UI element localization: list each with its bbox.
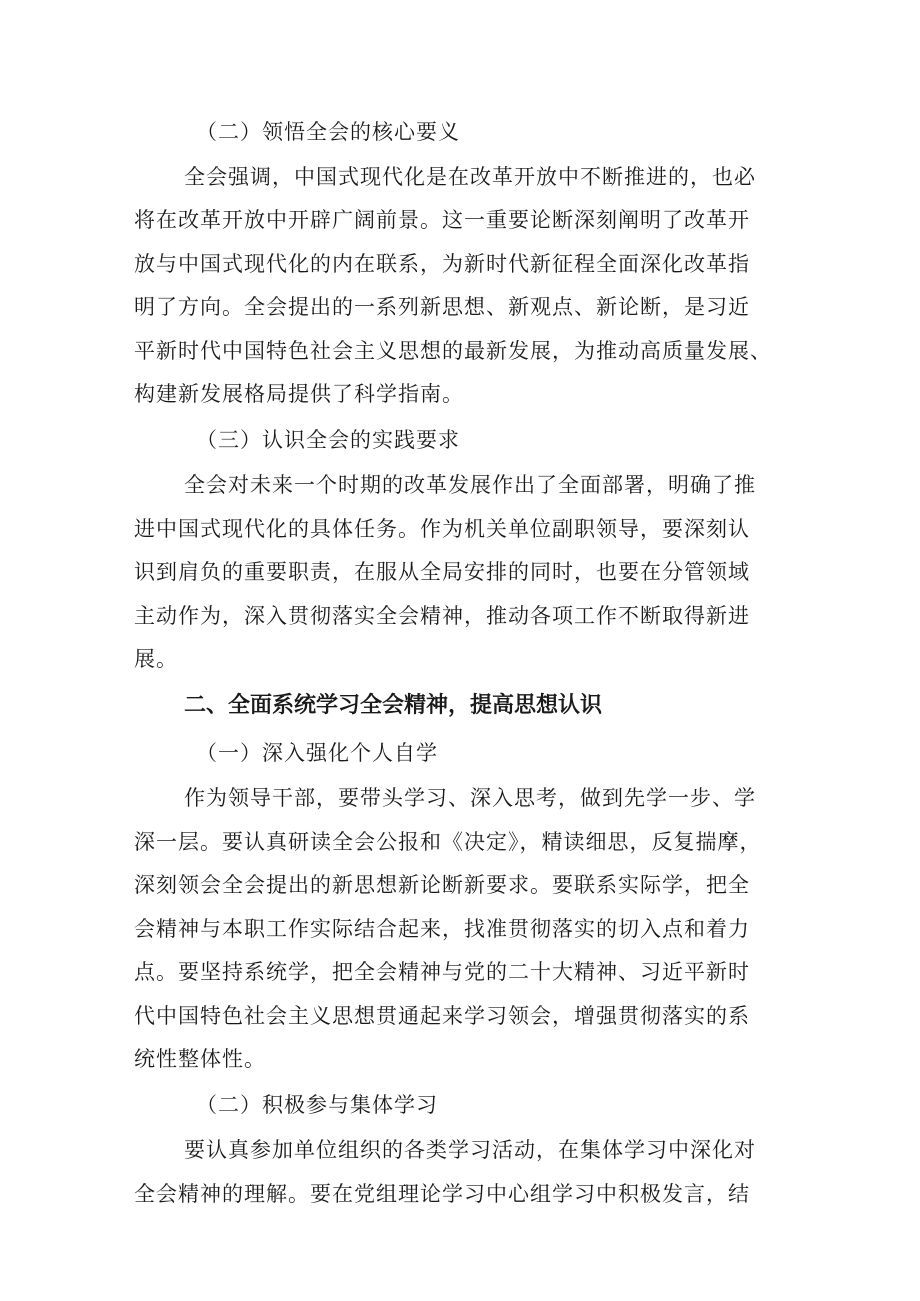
subsection-heading: （二）领悟全会的核心要义	[196, 120, 460, 144]
paragraph-line: 全会精神的理解。要在党组理论学习中心组学习中积极发言，结	[134, 1181, 750, 1206]
paragraph-line: 主动作为，深入贯彻落实全会精神，推动各项工作不断取得新进	[134, 603, 750, 628]
paragraph-line: 放与中国式现代化的内在联系，为新时代新征程全面深化改革指	[134, 251, 750, 276]
paragraph	[134, 156, 790, 416]
paragraph-line: 会精神与本职工作实际结合起来，找准贯彻落实的切入点和着力	[134, 916, 750, 941]
paragraph-line: 全会对未来一个时期的改革发展作出了全面部署，明确了推	[184, 473, 756, 498]
paragraph-line: 构建新发展格局提供了科学指南。	[134, 382, 464, 407]
paragraph-line: 识到肩负的重要职责，在服从全局安排的同时，也要在分管领域	[134, 560, 750, 585]
paragraph-line: 要认真参加单位组织的各类学习活动，在集体学习中深化对	[184, 1138, 756, 1163]
subsection-heading: （二）积极参与集体学习	[196, 1093, 438, 1118]
paragraph-line: 明了方向。全会提出的一系列新思想、新观点、新论断，是习近	[134, 295, 750, 320]
paragraph-line: 深一层。要认真研读全会公报和《决定》，精读细思，反复揣摩，	[134, 829, 762, 854]
paragraph-line: 代中国特色社会主义思想贯通起来学习领会，增强贯彻落实的系	[134, 1003, 750, 1028]
paragraph	[134, 1129, 790, 1216]
paragraph-line: 深刻领会全会提出的新思想新论断新要求。要联系实际学，把全	[134, 873, 750, 898]
paragraph-line: 统性整体性。	[134, 1046, 266, 1071]
paragraph-line: 全会强调，中国式现代化是在改革开放中不断推进的，也必	[184, 165, 756, 189]
paragraph	[134, 464, 790, 681]
paragraph-line: 点。要坚持系统学，把全会精神与党的二十大精神、习近平新时	[134, 960, 750, 985]
section-heading: 二、全面系统学习全会精神，提高思想认识	[184, 693, 603, 719]
document-body	[134, 108, 790, 1216]
subsection-heading: （一）深入强化个人自学	[196, 741, 438, 766]
paragraph-line: 展。	[134, 647, 178, 672]
paragraph	[134, 777, 790, 1081]
paragraph-line: 平新时代中国特色社会主义思想的最新发展，为推动高质量发展、	[134, 338, 772, 363]
paragraph-line: 将在改革开放中开辟广阔前景。这一重要论断深刻阐明了改革开	[134, 208, 750, 233]
paragraph-line: 作为领导干部，要带头学习、深入思考，做到先学一步、学	[184, 786, 756, 811]
subsection-heading: （三）认识全会的实践要求	[196, 428, 460, 453]
paragraph-line: 进中国式现代化的具体任务。作为机关单位副职领导，要深刻认	[134, 516, 750, 541]
